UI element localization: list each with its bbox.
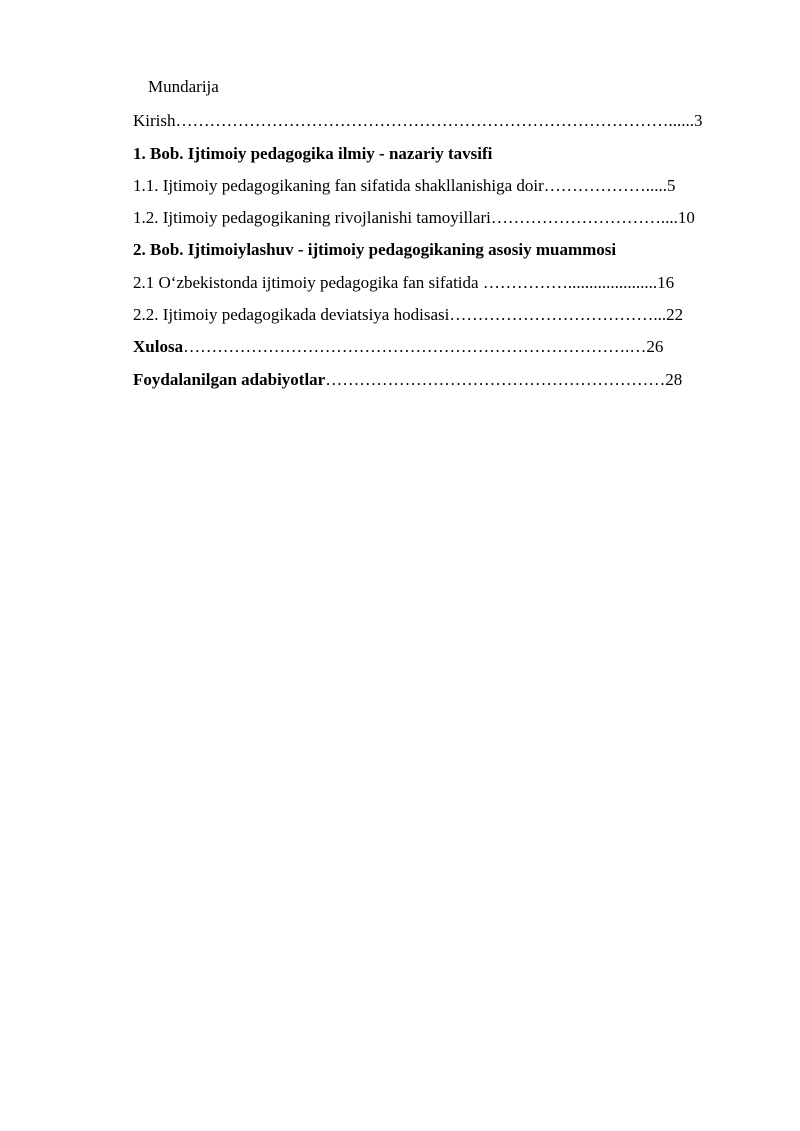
toc-entry-section-1-1: 1.1. Ijtimoiy pedagogikaning fan sifatida shakllanishiga doir……………….....5 — [133, 176, 676, 195]
toc-entry-xulosa-title: Xulosa — [133, 337, 184, 356]
toc-entry-kirish: Kirish……………………………………………………………………………......3 — [133, 111, 703, 130]
toc-entry-section-2-2: 2.2. Ijtimoiy pedagogikada deviatsiya hodisasi………………………………...22 — [133, 305, 684, 324]
toc-entry-adabiyotlar-title: Foydalanilgan adabiyotlar — [133, 370, 326, 389]
toc-heading: Mundarija — [148, 77, 219, 96]
toc-entry-chapter-2: 2. Bob. Ijtimoiylashuv - ijtimoiy pedagogikaning asosiy muammosi — [133, 240, 617, 259]
toc-entry-chapter-1: 1. Bob. Ijtimoiy pedagogika ilmiy - nazariy tavsifi — [133, 144, 493, 163]
toc-entry-section-2-1: 2.1 O‘zbekistonda ijtimoiy pedagogika fan sifatida …………….....................16 — [133, 273, 675, 292]
toc-entry-adabiyotlar — [133, 369, 682, 391]
toc-entry-xulosa-leader: …………………………………………………………………….…26 — [183, 337, 664, 356]
toc-entry-section-1-2: 1.2. Ijtimoiy pedagogikaning rivojlanishi tamoyillari…………………………....10 — [133, 208, 695, 227]
toc-entry-xulosa — [133, 336, 663, 358]
toc-entry-adabiyotlar-leader: ……………………………………………………28 — [325, 370, 683, 389]
